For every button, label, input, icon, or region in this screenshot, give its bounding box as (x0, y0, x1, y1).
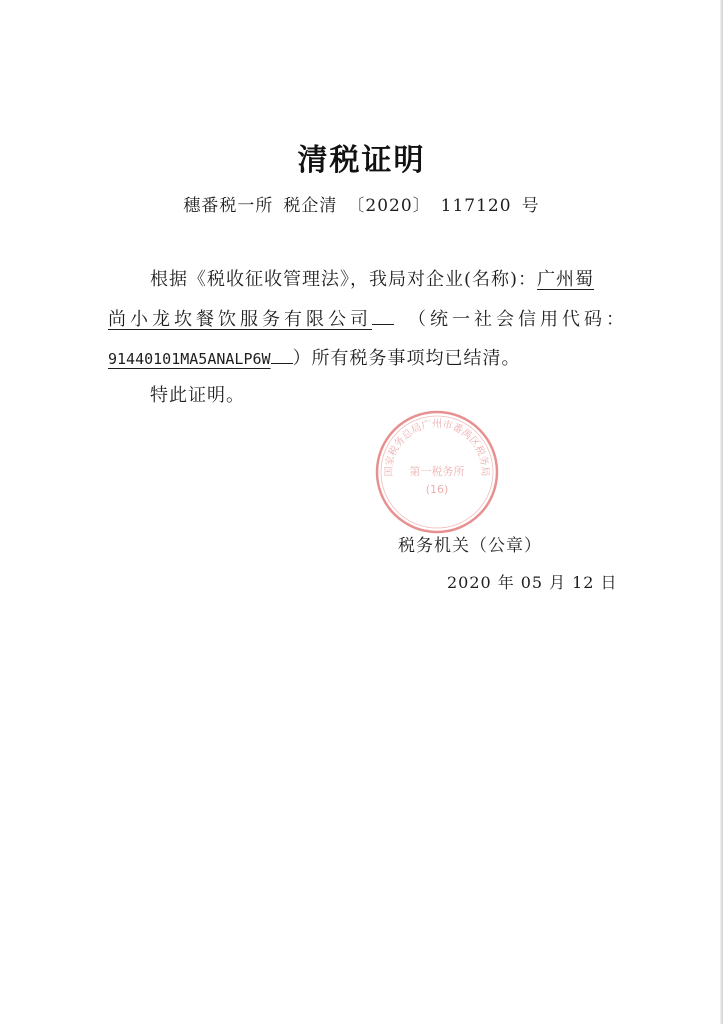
official-seal-icon (372, 407, 502, 537)
credit-code-label: （统一社会信用代码： (408, 309, 628, 330)
doc-year: 〔2020〕 (347, 196, 431, 216)
intro-text: 根据《税收征收管理法》，我局对企业(名称)： (150, 269, 538, 290)
body-line-1 (150, 265, 594, 291)
fill-underline (372, 307, 394, 325)
doc-serial: 117120 (440, 196, 512, 216)
body-line-2 (108, 305, 628, 331)
doc-type: 税企清 (283, 196, 338, 216)
seal-outer-text: 国家税务总局广州市番禺区税务局 (383, 419, 491, 477)
date-year-unit: 年 (497, 573, 515, 592)
document-title: 清税证明 (297, 143, 426, 178)
fill-underline (271, 346, 293, 364)
date-day-unit: 日 (600, 573, 618, 592)
conclusion-text: ）所有税务事项均已结清。 (292, 348, 521, 369)
date-year: 2020 (447, 573, 492, 592)
company-name-part2: 尚小龙坎餐饮服务有限公司 (108, 309, 372, 330)
doc-suffix: 号 (521, 196, 540, 216)
credit-code-value: 91440101MA5ANALP6W (108, 350, 271, 368)
body-line-3 (108, 344, 521, 370)
seal-center-text: 第一税务所 (409, 465, 465, 478)
doc-prefix: 穗番税一所 (183, 196, 274, 216)
tax-authority-signature: 税务机关（公章） (398, 536, 542, 556)
date-day: 12 (572, 573, 595, 592)
seal-number: (16) (425, 483, 449, 496)
issue-date (447, 570, 617, 593)
document-number (0, 191, 723, 216)
date-month-unit: 月 (549, 573, 567, 592)
closing-text: 特此证明。 (150, 385, 245, 406)
date-month: 05 (520, 573, 544, 592)
company-name-part1: 广州蜀 (537, 269, 595, 290)
